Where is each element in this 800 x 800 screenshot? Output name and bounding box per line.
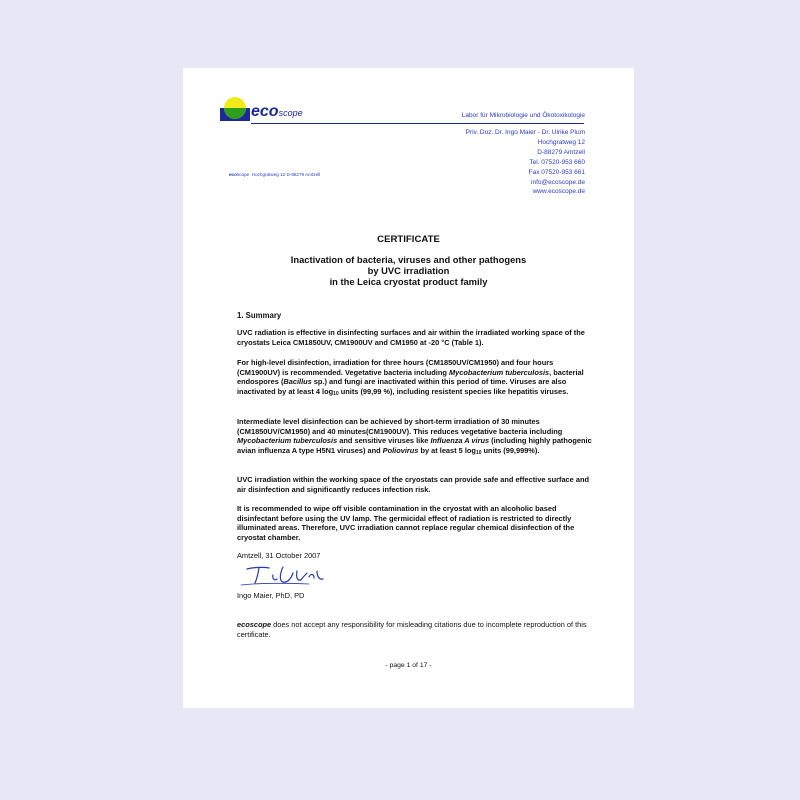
summary-paragraph-5: It is recommended to wipe off visible contamination in the cryostat with an alcoholic based disinfectant before using the UV lamp. The germicidal effect of radiation is restricted to directly illuminated areas. Therefore, UVC irradiation cannot replace regular chemical disinfection of the cryostat chamber. [237, 504, 575, 542]
logo-wordmark: ecoscope [251, 103, 303, 120]
lab-name: Labor für Mikrobiologie und Ökotoxikologie [461, 112, 585, 119]
sender-line: ecoscope Hochgratweg 12 D-88279 Amtzell [229, 172, 321, 177]
title-line: in the Leica cryostat product family [329, 276, 488, 287]
email-link[interactable]: info@ecoscope.de [531, 178, 585, 186]
summary-paragraph-3: Intermediate level disinfection can be achieved by short-term irradiation of 30 minutes (CM1850UV/CM1950) and 40 minutes(CM1900UV). This reduces vegetative bacteria including Mycobacterium tuberculosis and sensitive viruses like Influenza A virus (including highly pathogenic avian influenza A type H5N1 viruses) and Poliovirus by at least 5 $\log_{10}$ units (99,999%). [237, 417, 592, 456]
place-date: Amtzell, 31 October 2007 [237, 551, 321, 560]
summary-paragraph-1: UVC radiation is effective in disinfecting surfaces and air within the irradiated working space of the cryostats Leica CM1850UV, CM1900UV and CM1950 at -20 °C (Table 1). [237, 328, 585, 347]
ecoscope-logo-icon [220, 95, 250, 121]
title-line: by UVC irradiation [367, 265, 450, 276]
certificate-heading: CERTIFICATE [377, 234, 440, 245]
signature-image [239, 563, 329, 589]
certificate-page [183, 68, 634, 708]
website-link[interactable]: www.ecoscope.de [532, 188, 585, 196]
address-block [466, 128, 585, 197]
summary-paragraph-4: UVC irradiation within the working space of the cryostats can provide safe and effective surface and air disinfection and significantly reduces infection risk. [237, 475, 589, 494]
summary-paragraph-2: For high-level disinfection, irradiation for three hours (CM1850UV/CM1950) and four hours (CM1900UV) is recommended. Vegetative bacteria including Mycobacterium tuberculosis, bacterial endospores (Bacillus sp.) and fungi are inactivated within this period of time. Viruses are also inactivated by at least 4 $\log_{10}$ units (99,99 %), including resistent species like hepatitis viruses. [237, 358, 584, 397]
section-heading: 1. Summary [237, 311, 282, 320]
address-line: Hochgratweg 12 [537, 138, 585, 146]
phone-line: Tel. 07520-953 660 [529, 158, 585, 166]
address-line: D-88279 Amtzell [537, 148, 585, 156]
fax-line: Fax 07520-953 661 [528, 168, 585, 176]
address-line: Priv. Doz. Dr. Ingo Maier - Dr. Ulrike Plum [465, 129, 585, 136]
title-line: Inactivation of bacteria, viruses and other pathogens [290, 254, 527, 265]
page-number: - page 1 of 17 - [385, 662, 432, 669]
signatory-name: Ingo Maier, PhD, PD [237, 591, 305, 600]
certificate-title [183, 254, 634, 287]
disclaimer: ecoscope does not accept any responsibility for misleading citations due to incomplete reproduction of this certificate. [237, 620, 587, 639]
letterhead-rule [251, 123, 584, 124]
